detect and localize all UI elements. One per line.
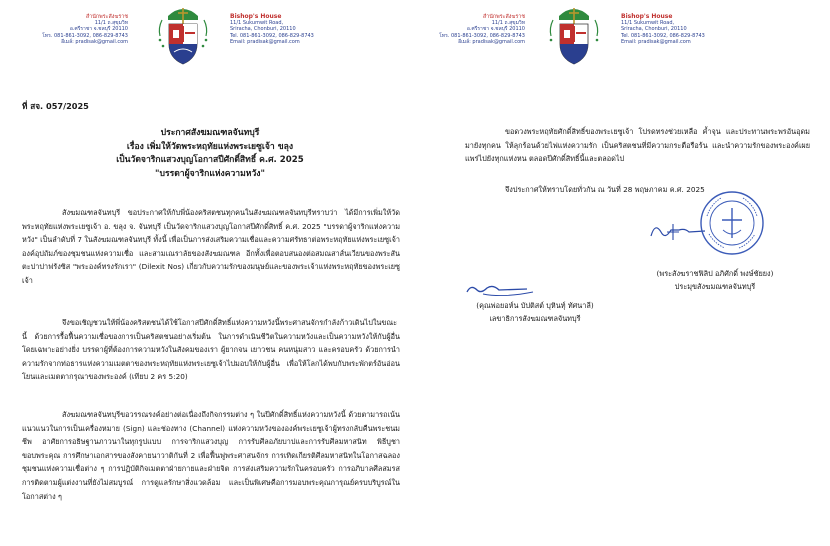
letterhead-en-email: Email: pradisak@gmail.com	[621, 38, 691, 45]
secretary-title: เลขาธิการสังฆมณฑลจันทบุรี	[489, 313, 581, 323]
letterhead-thai-addr2: อ.ศรีราชา จ.ชลบุรี 20110	[466, 26, 525, 33]
letterhead-thai	[415, 14, 525, 45]
letterhead-thai-addr1: 11/1 ถ.สุขุมวิท	[94, 20, 128, 27]
letterhead-thai-email: อีเมล์: pradisak@gmail.com	[61, 38, 128, 45]
letterhead-en-tel: Tel. 081-861-3092, 086-829-8743	[230, 32, 314, 39]
letterhead-thai-tel: โทร. 081-861-3092, 086-829-8743	[439, 32, 525, 39]
date-statement: จึงประกาศให้ทราบโดยทั่วกัน ณ วันที่ 28 พฤษภาคม ค.ศ. 2025	[505, 185, 705, 194]
title-line-4: "บรรดาผู้จาริกแห่งความหวัง"	[155, 168, 265, 179]
letterhead-thai-tel: โทร. 081-861-3092, 086-829-8743	[42, 32, 128, 39]
letterhead	[415, 14, 830, 74]
page-2	[415, 0, 830, 546]
letterhead-en-email: Email: pradisak@gmail.com	[230, 38, 300, 45]
title-line-3: เป็นวัดจาริกแสวงบุญโอกาสปีศักดิ์สิทธิ์ ค.ศ. 2025	[116, 155, 304, 165]
bishop-title: ประมุขสังฆมณฑลจันทบุรี	[674, 281, 756, 291]
bishop-crest-icon	[154, 6, 212, 68]
letterhead-thai-org: สำนักพระสังฆราช	[482, 14, 525, 20]
bishop-crest-icon	[545, 6, 603, 68]
body-paragraph-1: สังฆมณฑลจันทบุรี ขอประกาศให้กับพี่น้องคริสตชนทุกคนในสังฆมณฑลจันทบุรีทราบว่า ได้มีการเพิ่มให้วัดพระหฤทัยแห่งพระเยซูเจ้า อ. ขลุง จ. จันทบุรี เป็นวัดจาริกแสวงบุญโอกาสปีศักดิ์สิทธิ์ ค.ศ. 2025 "บรรดาผู้จาริกแห่งความหวัง" เป็นลำดับที่ 7 ในสังฆมณฑลจันทบุรี ทั้งนี้ เพื่อเป็นการส่งเสริมความเชื่อและความศรัทธาต่อพระหฤทัยแห่งพระเยซูเจ้า องค์อุปถัมภ์ของชุมชนแห่งความเชื่อ และสามเณราลัยของสังฆมณฑล อีกทั้งเพื่อตอบสนองต่อสมณสาส์นเวียนของพระสันตะปาปาฟรังซิส "พระองค์ทรงรักเรา" (Dilexit Nos) เกี่ยวกับความรักของมนุษย์และของพระเจ้าแห่งพระหฤทัยของพระเยซูเจ้า	[22, 208, 400, 285]
letterhead-en-addr2: Sriracha, Chonburi, 20110	[621, 26, 687, 33]
secretary-signature-icon	[463, 280, 543, 300]
secretary-name: (คุณพ่อยอห์น บัปติสต์ บุหินทุ์ ทัศนาลี)	[476, 301, 594, 310]
letterhead-thai-addr1: 11/1 ถ.สุขุมวิท	[491, 20, 525, 27]
body-paragraph-3: สังฆมณฑลจันทบุรีขอวรรณรงค์อย่างต่อเนื่องถึงกิจกรรมต่าง ๆ ในปีศักดิ์สิทธิ์แห่งความหวังนี้ ด้วยตามารถเน้นแนวแนวในการเป็นเครื่องหมาย (Sign) และช่องทาง (Channel) แห่งความหวังขององค์พระเยซูเจ้าผู้ทรงกลับคืนพระชนมชีพ อาศัยการอธิษฐานภาวนาในทุกรูปแบบ การจาริกแสวงบุญ การรับศีลอภัยบาปและการรับศีลมหาสนิท พิธีบูชาขอบพระคุณ การศึกษาเอกสารของสังคายนาวาติกันที่ 2 เพื่อฟื้นฟูพระศาสนจักร การเทิดเกียรติศีลมหาสนิทในโอกาสฉลองชุมชนแห่งความเชื่อต่าง ๆ การปฏิบัติกิจเมตตาฝ่ายกายและฝ่ายจิต การส่งเสริมความรักในครอบครัว การอภิบาลศีลสมรส การติดตามผู้แต่งงานที่ยังไม่สมบูรณ์ การดูแลรักษาสิ่งแวดล้อม และเป็นพิเศษคือการมอบพระคุณการุณย์ครบบริบูรณ์ในโอกาสต่าง ๆ	[22, 410, 400, 501]
announcement-title	[60, 127, 360, 181]
letterhead-en-addr1: 11/1 Sukumwit Road,	[621, 20, 675, 27]
title-line-1: ประกาศสังฆมณฑลจันทบุรี	[160, 128, 260, 138]
letterhead-thai-addr2: อ.ศรีราชา จ.ชลบุรี 20110	[69, 26, 128, 33]
letterhead	[0, 14, 415, 74]
letterhead-thai-email: อีเมล์: pradisak@gmail.com	[458, 38, 525, 45]
title-line-2: เรื่อง เพิ่มให้วัดพระหฤทัยแห่งพระเยซูเจ้า ขลุง	[126, 141, 294, 152]
letterhead-en-addr1: 11/1 Sukumwit Road,	[230, 20, 284, 27]
body-paragraph-2: จึงขอเชิญชวนให้พี่น้องคริสตชนได้ใช้โอกาสปีศักดิ์สิทธิ์แห่งความหวังนี้พระศาสนจักรกำลังก้าวเดินไปในขณะนี้ ด้วยการรื้อฟื้นความเชื่อของการเป็นคริสตชนอย่างเริ่มต้น ในการดำเนินชีวิตในความหวังและเป็นความหวังให้กับผู้อื่น โดยเฉพาะอย่างยิ่ง บรรดาผู้ที่ต้องการความหวังในสังคมของเรา ผู้ยากจน เยาวชน คนหนุ่มสาว และครอบครัว ด้วยการนำความรักจากท่อธารแห่งความเมตตาของพระหฤทัยแห่งพระเยซูเจ้าไปมอบให้กับผู้อื่น เพื่อให้โลกได้พบกับพระพักตร์อันอ่อนโยนและเมตตากรุณาของพระองค์ (เทียบ 2 คร 5:20)	[22, 318, 400, 382]
letterhead-en-tel: Tel. 081-861-3092, 086-829-8743	[621, 32, 705, 39]
letterhead-thai-org: สำนักพระสังฆราช	[85, 14, 128, 20]
letterhead-en-addr2: Sriracha, Chonburi, 20110	[230, 26, 296, 33]
letterhead-en-org: Bishop's House	[621, 13, 673, 20]
closing-paragraph: ขอดวงพระหฤทัยศักดิ์สิทธิ์ของพระเยซูเจ้า โปรดทรงช่วยเหลือ ค้ำจุน และประทานพระพรอันอุดมมายังทุกคน ให้ลุกร้อนด้วยไฟแห่งความรัก เป็นคริสตชนที่มีความกระตือรือร้น และนำความรักของพระองค์เผยแพร่ไปยังทุกแห่งหน ตลอดปีศักดิ์สิทธิ์นี้และตลอดไป	[465, 127, 810, 164]
diocese-seal-icon	[697, 188, 767, 258]
letterhead-thai	[18, 14, 128, 45]
bishop-name: (พระสังฆราชฟิลิป อภิศักดิ์ พงษ์ชัยยง)	[656, 269, 774, 278]
letterhead-english	[621, 14, 731, 45]
letterhead-english	[230, 14, 340, 45]
secretary-signature-block	[445, 300, 625, 325]
reference-number: ที่ สจ. 057/2025	[22, 101, 89, 111]
bishop-signature-block	[625, 268, 805, 293]
letterhead-en-org: Bishop's House	[230, 13, 282, 20]
